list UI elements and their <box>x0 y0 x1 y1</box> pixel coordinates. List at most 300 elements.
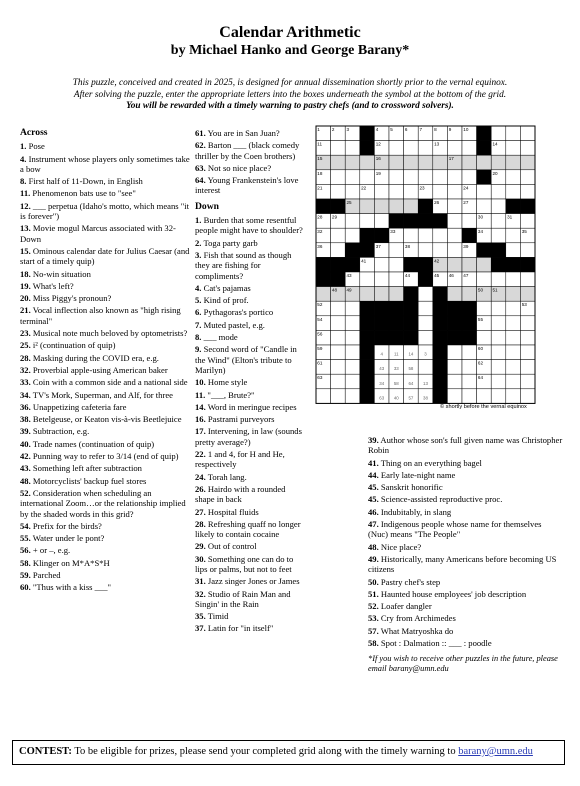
grid-number: 14 <box>492 141 498 147</box>
grid-cell[interactable] <box>520 389 535 404</box>
grid-cell[interactable] <box>506 272 521 287</box>
grid-cell[interactable] <box>506 374 521 389</box>
grid-cell[interactable] <box>506 126 521 141</box>
clue-item <box>195 140 305 161</box>
grid-cell[interactable] <box>491 199 506 214</box>
grid-cell[interactable] <box>360 272 375 287</box>
black-square <box>345 257 360 272</box>
grid-cell[interactable] <box>389 155 404 170</box>
grid-cell[interactable] <box>389 184 404 199</box>
clue-item <box>20 141 190 151</box>
clue-number: 25. <box>20 340 31 351</box>
down-clues-column <box>368 435 563 674</box>
black-square <box>360 389 375 404</box>
grid-number: 26 <box>434 200 440 205</box>
answer-box-ref: 63 <box>379 395 385 401</box>
black-square <box>477 126 492 141</box>
grid-cell[interactable] <box>418 170 433 185</box>
grid-cell[interactable] <box>447 243 462 258</box>
clue-item <box>195 507 305 517</box>
grid-number: 35 <box>521 229 527 235</box>
grid-cell[interactable] <box>506 330 521 345</box>
clue-text: i² (continuation of quip) <box>30 340 116 351</box>
grid-cell[interactable] <box>433 184 448 199</box>
black-square <box>462 228 477 243</box>
clue-number: 44. <box>368 469 379 480</box>
grid-cell[interactable] <box>491 345 506 360</box>
clue-item <box>368 470 563 480</box>
answer-box-ref: 40 <box>393 395 399 401</box>
grid-cell[interactable] <box>331 301 346 316</box>
grid-cell[interactable] <box>331 316 346 331</box>
clue-number: 58. <box>368 638 379 649</box>
black-square <box>418 257 433 272</box>
grid-cell[interactable] <box>345 155 360 170</box>
grid-cell[interactable] <box>477 272 492 287</box>
grid-number: 61 <box>317 360 323 366</box>
grid-cell[interactable] <box>389 272 404 287</box>
clue-number: 33. <box>20 377 31 388</box>
clue-text: Out of control <box>205 541 257 552</box>
grid-cell[interactable] <box>345 345 360 360</box>
grid-cell[interactable] <box>520 374 535 389</box>
clue-text: Not so nice place? <box>205 162 272 173</box>
grid-cell[interactable] <box>506 228 521 243</box>
grid-cell[interactable] <box>506 301 521 316</box>
grid-cell[interactable] <box>374 199 389 214</box>
grid-cell[interactable] <box>345 214 360 229</box>
grid-cell[interactable] <box>418 301 433 316</box>
grid-cell[interactable] <box>447 141 462 156</box>
grid-cell[interactable] <box>506 360 521 375</box>
black-square <box>418 199 433 214</box>
grid-cell[interactable] <box>374 184 389 199</box>
grid-cell[interactable] <box>477 301 492 316</box>
grid-cell[interactable] <box>491 184 506 199</box>
grid-cell[interactable] <box>360 199 375 214</box>
answer-box-ref: 4 <box>380 351 383 357</box>
clue-item <box>368 638 563 648</box>
intro-line-2: After solving the puzzle, enter the appropriate letters into the boxes underneath the symbol at the bottom of the grid. <box>73 89 507 100</box>
clue-text: Consideration when scheduling an international Zoom…or the relationship implied by the shaded words in this grid? <box>20 487 186 519</box>
grid-cell[interactable] <box>389 199 404 214</box>
black-square <box>360 345 375 360</box>
clue-item <box>368 435 563 456</box>
black-square <box>360 243 375 258</box>
grid-number: 4 <box>375 127 379 132</box>
grid-cell[interactable] <box>447 170 462 185</box>
crossword-grid[interactable] <box>315 125 560 407</box>
grid-cell[interactable] <box>360 287 375 302</box>
grid-cell[interactable] <box>316 287 331 302</box>
clue-item <box>195 295 305 305</box>
grid-cell[interactable] <box>491 330 506 345</box>
grid-cell[interactable] <box>462 141 477 156</box>
grid-cell[interactable] <box>331 228 346 243</box>
clue-number: 47. <box>368 519 379 530</box>
grid-cell[interactable] <box>331 330 346 345</box>
clue-text: First half of 11-Down, in English <box>26 176 143 187</box>
grid-cell[interactable] <box>389 257 404 272</box>
clue-item <box>195 250 305 281</box>
grid-cell[interactable] <box>331 389 346 404</box>
black-square <box>360 330 375 345</box>
grid-cell[interactable] <box>477 389 492 404</box>
grid-cell[interactable] <box>389 170 404 185</box>
clue-item <box>368 542 563 552</box>
grid-cell[interactable] <box>491 214 506 229</box>
grid-number: 45 <box>434 273 440 278</box>
grid-number: 58 <box>448 331 454 337</box>
clue-number: 38. <box>20 414 31 425</box>
grid-cell[interactable] <box>506 184 521 199</box>
grid-cell[interactable] <box>389 141 404 156</box>
grid-cell[interactable] <box>520 316 535 331</box>
clue-text: Barton ___ (black comedy thriller by the Coen brothers) <box>195 140 300 161</box>
grid-cell[interactable] <box>491 228 506 243</box>
grid-cell[interactable] <box>418 228 433 243</box>
clue-text: Instrument whose players only sometimes take a bow <box>20 153 190 174</box>
grid-number: 27 <box>463 200 469 205</box>
clue-text: Kind of prof. <box>201 295 249 306</box>
clue-text: Pose <box>26 141 45 152</box>
grid-cell[interactable] <box>462 170 477 185</box>
grid-cell[interactable] <box>477 330 492 345</box>
black-square <box>360 316 375 331</box>
clue-item <box>195 215 305 236</box>
grid-cell[interactable] <box>418 141 433 156</box>
clue-item <box>195 320 305 330</box>
grid-cell[interactable] <box>374 214 389 229</box>
clue-number: 15. <box>20 245 31 256</box>
grid-cell[interactable] <box>462 360 477 375</box>
grid-cell[interactable] <box>389 243 404 258</box>
clue-text: Trade names (continuation of quip) <box>30 438 155 449</box>
clue-text: Author whose son's full given name was Christopher Robin <box>368 435 563 456</box>
grid-cell[interactable] <box>491 155 506 170</box>
grid-cell[interactable] <box>447 345 462 360</box>
clue-item <box>368 601 563 611</box>
grid-cell[interactable] <box>345 316 360 331</box>
grid-cell[interactable] <box>447 287 462 302</box>
grid-cell[interactable] <box>506 316 521 331</box>
clue-item <box>20 269 190 279</box>
grid-number: 40 <box>317 258 323 264</box>
grid-cell[interactable] <box>491 316 506 331</box>
grid-cell[interactable] <box>491 126 506 141</box>
black-square <box>345 243 360 258</box>
clue-number: 32. <box>20 364 31 375</box>
clue-number: 27. <box>195 506 206 517</box>
clue-text: Refreshing quaff no longer likely to contain cocaine <box>195 518 301 540</box>
grid-cell[interactable] <box>477 155 492 170</box>
clue-text: Indubitably, in slang <box>378 506 452 517</box>
clue-item <box>195 472 305 482</box>
black-square <box>404 316 419 331</box>
grid-cell[interactable] <box>506 155 521 170</box>
clue-text: Pythagoras's portico <box>201 307 274 318</box>
grid-cell[interactable] <box>447 360 462 375</box>
clue-number: 41. <box>368 457 379 468</box>
grid-cell[interactable] <box>345 360 360 375</box>
grid-cell[interactable] <box>520 126 535 141</box>
answer-box-ref: 13 <box>423 380 428 386</box>
grid-cell[interactable] <box>447 228 462 243</box>
clue-number: 56. <box>20 545 31 556</box>
clue-item <box>20 402 190 412</box>
grid-cell[interactable] <box>520 141 535 156</box>
grid-cell[interactable] <box>447 374 462 389</box>
grid-cell[interactable] <box>462 287 477 302</box>
grid-cell[interactable] <box>520 330 535 345</box>
grid-cell[interactable] <box>462 257 477 272</box>
grid-cell[interactable] <box>506 141 521 156</box>
clue-number: 8. <box>20 176 27 187</box>
clue-number: 39. <box>20 426 31 437</box>
grid-number: 33 <box>390 229 396 235</box>
clue-text: Klinger on M*A*S*H <box>30 557 110 568</box>
grid-cell[interactable] <box>345 184 360 199</box>
grid-number: 56 <box>317 331 323 337</box>
grid-cell[interactable] <box>331 374 346 389</box>
grid-cell[interactable] <box>506 389 521 404</box>
answer-box-ref: 3 <box>424 351 427 357</box>
clue-text: "Thus with a kiss ___" <box>30 582 112 593</box>
black-square <box>331 199 346 214</box>
grid-number: 16 <box>375 156 381 162</box>
grid-cell[interactable] <box>418 155 433 170</box>
black-square <box>374 228 389 243</box>
grid-cell[interactable] <box>404 141 419 156</box>
black-square <box>389 316 404 331</box>
clue-text: Coin with a common side and a national side <box>30 377 188 388</box>
black-square <box>462 330 477 345</box>
clue-number: 28. <box>195 518 206 529</box>
grid-cell[interactable] <box>360 155 375 170</box>
grid-cell[interactable] <box>506 345 521 360</box>
clue-text: Jazz singer Jones or James <box>205 576 300 587</box>
clue-number: 54. <box>20 520 31 531</box>
clue-text: Prefix for the birds? <box>30 520 102 531</box>
clue-text: You are in San Juan? <box>205 128 280 138</box>
grid-cell[interactable] <box>345 374 360 389</box>
clue-text: Historically, many Americans before becoming US citizens <box>368 553 557 575</box>
grid-cell[interactable] <box>491 360 506 375</box>
grid-number: 43 <box>346 273 352 278</box>
grid-cell[interactable] <box>520 184 535 199</box>
grid-cell[interactable] <box>360 170 375 185</box>
grid-cell[interactable] <box>447 214 462 229</box>
black-square <box>360 126 375 141</box>
grid-cell[interactable] <box>491 272 506 287</box>
black-square <box>433 360 448 375</box>
clue-number: 46. <box>368 506 379 517</box>
grid-cell[interactable] <box>331 155 346 170</box>
answer-box-ref: 58 <box>408 366 414 372</box>
clue-item <box>20 154 190 175</box>
grid-number: 36 <box>317 243 323 249</box>
grid-cell[interactable] <box>462 155 477 170</box>
clue-item <box>20 328 190 338</box>
grid-cell[interactable] <box>462 345 477 360</box>
grid-cell[interactable] <box>345 228 360 243</box>
grid-cell[interactable] <box>477 184 492 199</box>
clue-number: 3. <box>195 249 202 260</box>
clue-item <box>195 414 305 424</box>
clue-text: Proverbial apple-using American baker <box>30 364 168 375</box>
grid-number: 8 <box>434 127 437 132</box>
clue-text: Haunted house employees' job description <box>378 588 527 599</box>
grid-cell[interactable] <box>418 330 433 345</box>
clue-number: 36. <box>20 401 31 412</box>
grid-cell[interactable] <box>447 257 462 272</box>
grid-cell[interactable] <box>316 389 331 404</box>
clue-item <box>368 554 563 575</box>
clue-number: 4. <box>20 153 27 164</box>
grid-cell[interactable] <box>345 389 360 404</box>
grid-cell[interactable] <box>345 330 360 345</box>
clue-item <box>20 414 190 424</box>
grid-cell[interactable] <box>433 155 448 170</box>
grid-cell[interactable] <box>404 184 419 199</box>
grid-cell[interactable] <box>520 287 535 302</box>
clue-text: Spot : Dalmation :: ___ : poodle <box>378 638 492 649</box>
answer-box-ref: 58 <box>393 380 399 386</box>
black-square <box>433 389 448 404</box>
grid-cell[interactable] <box>345 141 360 156</box>
grid-cell[interactable] <box>418 243 433 258</box>
grid-cell[interactable] <box>374 257 389 272</box>
grid-number: 19 <box>375 170 381 176</box>
clue-number: 9. <box>195 344 202 355</box>
grid-number: 29 <box>331 214 338 220</box>
clue-item <box>368 494 563 504</box>
clue-item <box>195 611 305 621</box>
puzzle-authors: by Michael Hanko and George Barany* <box>170 43 410 58</box>
grid-cell[interactable] <box>520 243 535 258</box>
contest-text: To be eligible for prizes, please send your completed grid along with the timely warning to <box>74 746 456 757</box>
clue-text: Parched <box>30 569 61 580</box>
black-square <box>520 199 535 214</box>
clue-item <box>195 576 305 586</box>
clue-text: Cry from Archimedes <box>378 613 456 624</box>
grid-cell[interactable] <box>331 345 346 360</box>
clue-text: Miss Piggy's pronoun? <box>30 293 112 304</box>
grid-number: 54 <box>317 316 323 322</box>
grid-cell[interactable] <box>506 243 521 258</box>
grid-cell[interactable] <box>520 170 535 185</box>
black-square <box>477 243 492 258</box>
clue-item <box>20 451 190 461</box>
grid-cell[interactable] <box>331 184 346 199</box>
grid-cell[interactable] <box>331 243 346 258</box>
clue-item <box>195 449 305 470</box>
clue-item <box>195 541 305 551</box>
clue-text: Motorcyclists' backup fuel stores <box>30 475 147 486</box>
grid-number: 38 <box>404 243 411 249</box>
clue-number: 50. <box>368 576 379 587</box>
grid-cell[interactable] <box>374 272 389 287</box>
grid-cell[interactable] <box>447 389 462 404</box>
grid-cell[interactable] <box>520 272 535 287</box>
clue-number: 24. <box>195 471 206 482</box>
grid-cell[interactable] <box>520 155 535 170</box>
grid-cell[interactable] <box>477 257 492 272</box>
clue-text: Phenomenon bats use to "see" <box>30 188 136 199</box>
clue-text: Toga party garb <box>201 237 258 248</box>
black-square <box>389 330 404 345</box>
grid-cell[interactable] <box>520 214 535 229</box>
contest-email-link[interactable]: barany@umn.edu <box>458 746 533 757</box>
grid-number: 34 <box>477 229 484 235</box>
clue-number: 20. <box>20 293 31 304</box>
clue-number: 34. <box>20 389 31 400</box>
grid-cell[interactable] <box>418 287 433 302</box>
grid-cell[interactable] <box>447 184 462 199</box>
clue-text: Word in meringue recipes <box>205 401 297 412</box>
grid-cell[interactable] <box>433 243 448 258</box>
clue-number: 49. <box>368 553 379 564</box>
grid-cell[interactable] <box>345 170 360 185</box>
grid-cell[interactable] <box>404 155 419 170</box>
grid-cell[interactable] <box>433 170 448 185</box>
grid-cell[interactable] <box>447 199 462 214</box>
grid-cell[interactable] <box>520 345 535 360</box>
grid-cell[interactable] <box>491 389 506 404</box>
grid-cell[interactable] <box>433 228 448 243</box>
grid-cell[interactable] <box>491 374 506 389</box>
grid-cell[interactable] <box>462 389 477 404</box>
grid-number: 18 <box>317 170 323 176</box>
grid-cell[interactable] <box>491 301 506 316</box>
clue-item <box>20 201 190 222</box>
grid-cell[interactable] <box>418 316 433 331</box>
clue-number: 13. <box>20 223 31 234</box>
clue-item <box>368 482 563 492</box>
clue-text: Young Frankenstein's love interest <box>195 175 299 196</box>
grid-cell[interactable] <box>331 170 346 185</box>
grid-cell[interactable] <box>506 170 521 185</box>
clue-text: Pastrami purveyors <box>205 414 275 425</box>
black-square <box>404 330 419 345</box>
grid-cell[interactable] <box>418 360 433 375</box>
grid-cell[interactable] <box>331 360 346 375</box>
clue-text: Something one can do to lips or palms, but not to feet <box>195 553 294 574</box>
grid-cell[interactable] <box>389 287 404 302</box>
grid-cell[interactable] <box>404 170 419 185</box>
grid-cell[interactable] <box>404 199 419 214</box>
clue-number: 18. <box>20 268 31 279</box>
grid-cell[interactable] <box>477 199 492 214</box>
clue-text: Indigenous people whose name for themselves (Nuc) means "The People" <box>368 519 542 540</box>
black-square <box>389 214 404 229</box>
clue-text: Latin for "in itself" <box>205 623 274 634</box>
grid-cell[interactable] <box>520 360 535 375</box>
grid-cell[interactable] <box>462 374 477 389</box>
clue-number: 21. <box>20 305 31 316</box>
grid-cell[interactable] <box>345 301 360 316</box>
grid-cell[interactable] <box>506 287 521 302</box>
grid-number: 64 <box>477 375 484 381</box>
grid-cell[interactable] <box>331 141 346 156</box>
grid-number: 23 <box>419 185 425 191</box>
grid-cell[interactable] <box>360 214 375 229</box>
clue-item <box>368 458 563 468</box>
grid-cell[interactable] <box>462 214 477 229</box>
grid-cell[interactable] <box>404 228 419 243</box>
black-square <box>491 257 506 272</box>
grid-cell[interactable] <box>374 287 389 302</box>
